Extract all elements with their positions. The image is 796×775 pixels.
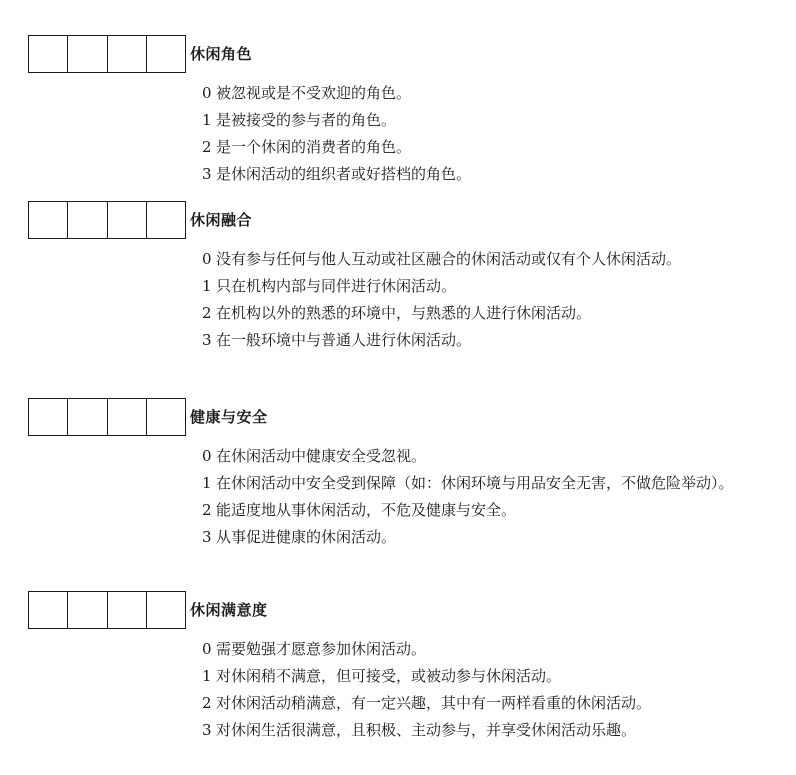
- criteria-text: 在机构以外的熟悉的环境中，与熟悉的人进行休闲活动。: [216, 304, 592, 322]
- score-entry-boxes[interactable]: [28, 398, 186, 436]
- section-title: 休闲满意度: [190, 601, 268, 619]
- criteria-item: [202, 470, 762, 497]
- criteria-item: [202, 246, 762, 273]
- criteria-item: [202, 327, 762, 354]
- criteria-item: [202, 636, 762, 663]
- score-box[interactable]: [29, 202, 68, 238]
- criteria-text: 能适度地从事休闲活动，不危及健康与安全。: [216, 501, 517, 519]
- criteria-item: [202, 717, 762, 744]
- criteria-list: [202, 246, 768, 354]
- criteria-score: 2: [202, 694, 212, 712]
- criteria-item: [202, 690, 762, 717]
- section-title: 休闲角色: [190, 45, 253, 63]
- section-header: [28, 200, 768, 240]
- score-box[interactable]: [147, 592, 185, 628]
- criteria-text: 被忽视或是不受欢迎的角色。: [216, 84, 412, 102]
- score-entry-boxes[interactable]: [28, 201, 186, 239]
- criteria-text: 从事促进健康的休闲活动。: [216, 528, 397, 546]
- score-entry-boxes[interactable]: [28, 591, 186, 629]
- criteria-text: 在休闲活动中健康安全受忽视。: [216, 447, 427, 465]
- section-header: [28, 590, 768, 630]
- criteria-item: [202, 161, 762, 188]
- section-leisure-integration: [28, 200, 768, 354]
- criteria-item: [202, 273, 762, 300]
- criteria-score: 3: [202, 721, 212, 739]
- criteria-text: 在一般环境中与普通人进行休闲活动。: [216, 331, 472, 349]
- criteria-score: 2: [202, 138, 212, 156]
- criteria-text: 只在机构内部与同伴进行休闲活动。: [216, 277, 457, 295]
- score-box[interactable]: [68, 592, 107, 628]
- section-leisure-role: [28, 34, 768, 188]
- criteria-item: [202, 443, 762, 470]
- criteria-text: 在休闲活动中安全受到保障（如：休闲环境与用品安全无害，不做危险举动）。: [216, 474, 734, 492]
- criteria-text: 是被接受的参与者的角色。: [216, 111, 397, 129]
- section-header: [28, 34, 768, 74]
- criteria-text: 没有参与任何与他人互动或社区融合的休闲活动或仅有个人休闲活动。: [216, 250, 682, 268]
- criteria-item: [202, 497, 762, 524]
- score-entry-boxes[interactable]: [28, 35, 186, 73]
- criteria-score: 1: [202, 474, 212, 492]
- criteria-text: 是休闲活动的组织者或好搭档的角色。: [216, 165, 472, 183]
- criteria-text: 对休闲稍不满意，但可接受，或被动参与休闲活动。: [216, 667, 562, 685]
- criteria-text: 对休闲活动稍满意，有一定兴趣，其中有一两样看重的休闲活动。: [216, 694, 652, 712]
- score-box[interactable]: [108, 399, 147, 435]
- criteria-score: 3: [202, 165, 212, 183]
- criteria-text: 对休闲生活很满意，且积极、主动参与，并享受休闲活动乐趣。: [216, 721, 637, 739]
- score-box[interactable]: [68, 202, 107, 238]
- score-box[interactable]: [108, 36, 147, 72]
- criteria-score: 0: [202, 447, 212, 465]
- score-box[interactable]: [108, 202, 147, 238]
- score-box[interactable]: [147, 36, 185, 72]
- score-box[interactable]: [68, 36, 107, 72]
- score-box[interactable]: [29, 36, 68, 72]
- score-box[interactable]: [29, 592, 68, 628]
- score-box[interactable]: [68, 399, 107, 435]
- section-title: 休闲融合: [190, 211, 253, 229]
- criteria-score: 1: [202, 277, 212, 295]
- section-leisure-satisfaction: [28, 590, 768, 744]
- criteria-score: 1: [202, 667, 212, 685]
- criteria-score: 0: [202, 250, 212, 268]
- criteria-text: 需要勉强才愿意参加休闲活动。: [216, 640, 427, 658]
- criteria-item: [202, 80, 762, 107]
- criteria-score: 3: [202, 528, 212, 546]
- criteria-score: 0: [202, 640, 212, 658]
- score-box[interactable]: [29, 399, 68, 435]
- criteria-score: 2: [202, 304, 212, 322]
- section-title: 健康与安全: [190, 408, 268, 426]
- section-health-safety: [28, 397, 768, 551]
- criteria-score: 1: [202, 111, 212, 129]
- criteria-list: [202, 636, 768, 744]
- score-box[interactable]: [108, 592, 147, 628]
- score-box[interactable]: [147, 399, 185, 435]
- criteria-item: [202, 134, 762, 161]
- criteria-score: 2: [202, 501, 212, 519]
- criteria-item: [202, 524, 762, 551]
- section-header: [28, 397, 768, 437]
- criteria-list: [202, 80, 768, 188]
- score-box[interactable]: [147, 202, 185, 238]
- criteria-score: 0: [202, 84, 212, 102]
- criteria-text: 是一个休闲的消费者的角色。: [216, 138, 412, 156]
- criteria-item: [202, 663, 762, 690]
- criteria-item: [202, 300, 762, 327]
- criteria-item: [202, 107, 762, 134]
- criteria-list: [202, 443, 768, 551]
- criteria-score: 3: [202, 331, 212, 349]
